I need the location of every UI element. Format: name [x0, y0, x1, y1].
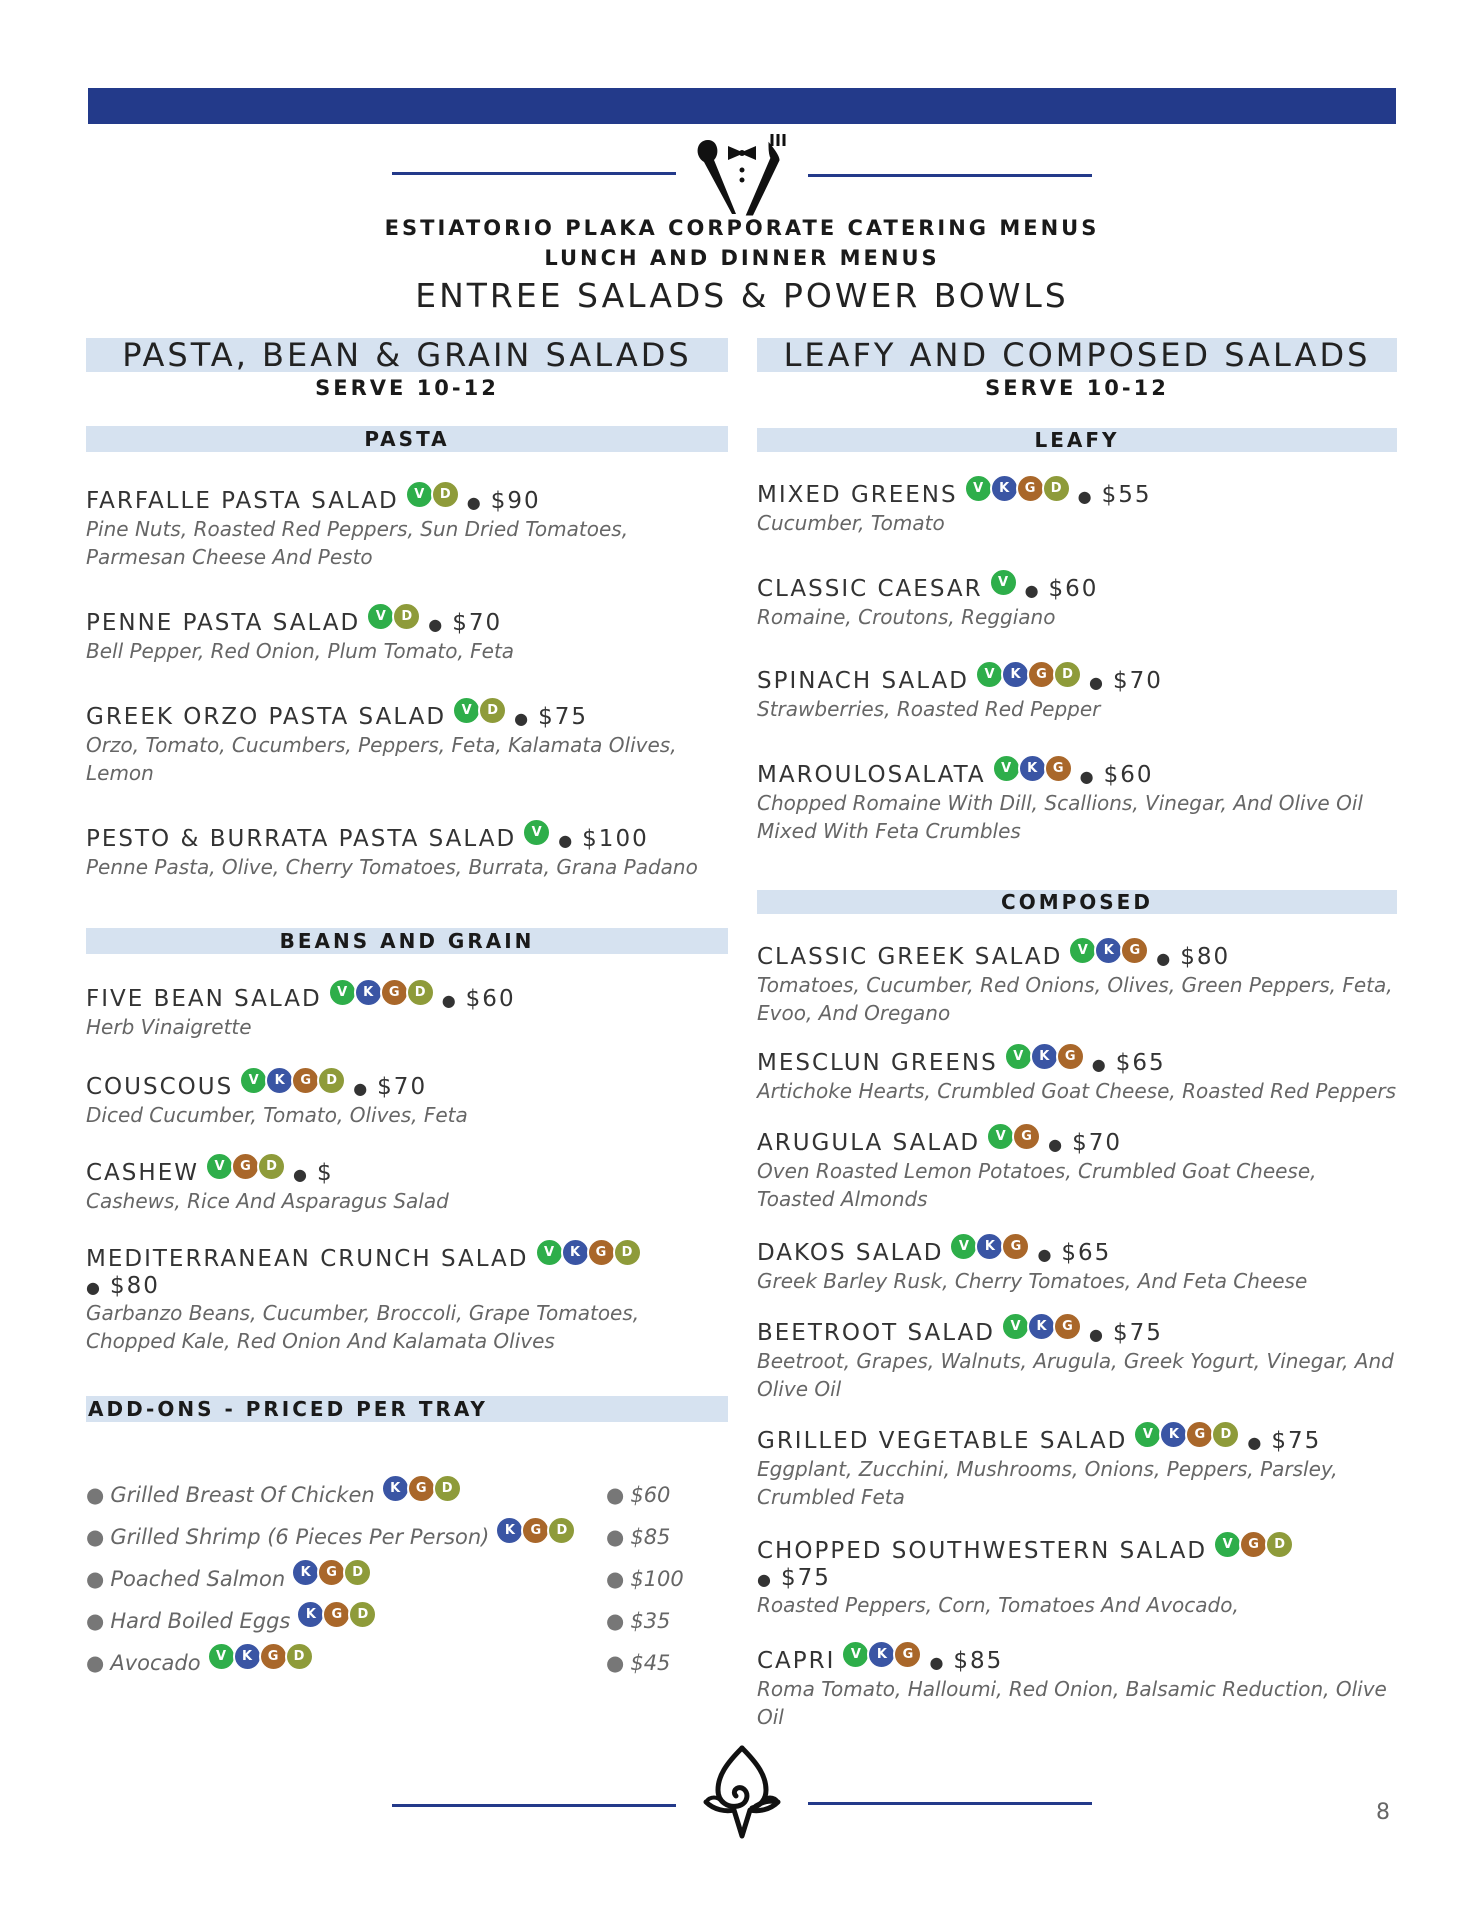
item-description: Penne Pasta, Olive, Cherry Tomatoes, Burrata, Grana Padano	[86, 855, 698, 879]
badge-v-icon: V	[964, 474, 993, 503]
badge-g-icon: G	[322, 1600, 351, 1629]
item-price: $75	[538, 703, 588, 730]
top-banner-bar	[88, 88, 1396, 124]
item-name: CASHEW	[86, 1159, 199, 1186]
bullet-icon: ●	[606, 1650, 625, 1675]
item-name: CAPRI	[757, 1647, 836, 1674]
item-description: Cucumber, Tomato	[757, 511, 945, 535]
badge-v-icon: V	[975, 660, 1004, 689]
badge-v-icon: V	[328, 978, 357, 1007]
item-description: Herb Vinaigrette	[86, 1015, 252, 1039]
badge-g-icon: G	[1001, 1232, 1030, 1261]
badge-d-icon: D	[613, 1238, 642, 1267]
addon-name: Hard Boiled Eggs	[110, 1608, 291, 1633]
bullet-icon: ●	[1156, 948, 1173, 968]
addon-item	[86, 1522, 728, 1551]
header-rule-left	[392, 172, 676, 175]
badge-g-icon: G	[259, 1642, 288, 1671]
composed-section	[757, 890, 1397, 1740]
item-price: $60	[465, 985, 516, 1012]
addon-price: $35	[630, 1608, 671, 1633]
item-description: Cashews, Rice And Asparagus Salad	[86, 1189, 449, 1213]
menu-item-price-line	[757, 1565, 1397, 1591]
menu-item-title	[86, 1072, 728, 1101]
badge-k-icon: K	[1030, 1042, 1059, 1071]
menu-item-title	[757, 574, 1397, 603]
bullet-icon: ●	[86, 1650, 105, 1675]
badge-g-icon: G	[1016, 474, 1045, 503]
item-price: $65	[1061, 1239, 1112, 1266]
ornament-flourish-icon	[698, 1744, 786, 1840]
pasta-heading: PASTA	[86, 426, 728, 452]
menu-item-title	[86, 1244, 728, 1273]
badge-v-icon: V	[992, 754, 1021, 783]
badge-v-icon: V	[207, 1642, 236, 1671]
leafy-section	[757, 428, 1397, 868]
item-price: $65	[1115, 1049, 1166, 1076]
menu-item-title	[86, 608, 728, 637]
menu-item-title	[757, 1646, 1397, 1675]
bullet-icon: ●	[514, 708, 531, 728]
menu-item	[86, 1244, 728, 1355]
badge-v-icon: V	[535, 1238, 564, 1267]
dietary-badges	[1213, 1530, 1291, 1559]
addon-item	[86, 1564, 728, 1593]
item-name: MESCLUN GREENS	[757, 1049, 998, 1076]
item-price: $75	[780, 1565, 831, 1591]
waiter-bowtie-fork-spoon-icon	[692, 130, 792, 218]
addon-price-wrap	[606, 1525, 670, 1549]
badge-k-icon: K	[990, 474, 1019, 503]
badge-g-icon: G	[587, 1238, 616, 1267]
bullet-icon: ●	[292, 1164, 309, 1184]
addon-price-wrap	[606, 1483, 670, 1507]
item-price-wrap	[287, 1160, 334, 1186]
bullet-icon: ●	[606, 1524, 625, 1549]
badge-v-icon: V	[1133, 1420, 1162, 1449]
item-price: $80	[109, 1273, 160, 1299]
item-price-wrap	[1241, 1428, 1321, 1454]
left-column	[86, 338, 728, 400]
bullet-icon: ●	[606, 1482, 625, 1507]
badge-v-icon: V	[239, 1066, 268, 1095]
dietary-badges	[296, 1600, 374, 1629]
bullet-icon: ●	[1024, 580, 1041, 600]
item-price-wrap	[436, 986, 516, 1012]
bullet-icon: ●	[428, 614, 445, 634]
bullet-icon: ●	[353, 1078, 370, 1098]
right-serve: SERVE 10-12	[985, 376, 1169, 400]
item-price: $85	[953, 1647, 1004, 1674]
item-price: $75	[1112, 1319, 1163, 1346]
menu-item	[757, 1646, 1397, 1731]
item-price-wrap	[1150, 944, 1230, 970]
addon-name: Grilled Breast Of Chicken	[110, 1482, 375, 1507]
menu-item	[86, 702, 728, 787]
badge-g-icon: G	[407, 1474, 436, 1503]
menu-item	[757, 942, 1397, 1027]
item-name: FARFALLE PASTA SALAD	[86, 487, 399, 514]
badge-g-icon: G	[1056, 1042, 1085, 1071]
addon-price: $60	[630, 1482, 671, 1507]
badge-g-icon: G	[893, 1640, 922, 1669]
bullet-icon: ●	[1048, 1134, 1065, 1154]
item-price-wrap	[757, 1565, 831, 1591]
bullet-icon: ●	[606, 1608, 625, 1633]
addon-item	[86, 1648, 728, 1677]
badge-d-icon: D	[343, 1558, 372, 1587]
badge-g-icon: G	[1012, 1122, 1041, 1151]
badge-v-icon: V	[1004, 1042, 1033, 1071]
menu-item-title	[757, 1536, 1397, 1565]
badge-g-icon: G	[380, 978, 409, 1007]
item-price-wrap	[1072, 482, 1152, 508]
badge-v-icon: V	[405, 480, 434, 509]
dietary-badges	[986, 1122, 1038, 1151]
addon-price-wrap	[606, 1609, 670, 1633]
item-name: GREEK ORZO PASTA SALAD	[86, 703, 447, 730]
item-price-wrap	[552, 826, 649, 852]
badge-d-icon: D	[406, 978, 435, 1007]
item-price: $100	[582, 825, 649, 852]
dietary-badges	[452, 696, 504, 725]
badge-v-icon: V	[522, 818, 551, 847]
menu-item	[757, 1048, 1397, 1105]
beans-heading: BEANS AND GRAIN	[86, 928, 728, 954]
item-price-wrap	[422, 610, 502, 636]
badge-k-icon: K	[291, 1558, 320, 1587]
addon-name: Poached Salmon	[110, 1566, 286, 1591]
item-price-wrap	[923, 1648, 1003, 1674]
bullet-icon: ●	[558, 830, 575, 850]
menu-item	[86, 824, 728, 881]
badge-v-icon: V	[986, 1122, 1015, 1151]
item-description: Eggplant, Zucchini, Mushrooms, Onions, Peppers, Parsley, Crumbled Feta	[757, 1457, 1338, 1509]
menu-item-title	[757, 1238, 1397, 1267]
menu-item-title	[86, 486, 728, 515]
beans-section	[86, 928, 728, 1368]
bullet-icon: ●	[757, 1570, 773, 1589]
footer-rule-left	[392, 1804, 676, 1807]
bullet-icon: ●	[86, 1524, 105, 1549]
badge-k-icon: K	[1018, 754, 1047, 783]
item-price: $60	[1048, 575, 1099, 602]
addon-price: $85	[630, 1524, 671, 1549]
item-name: SPINACH SALAD	[757, 667, 969, 694]
item-description: Greek Barley Rusk, Cherry Tomatoes, And Feta Cheese	[757, 1269, 1308, 1293]
item-price: $	[316, 1159, 334, 1186]
item-description: Beetroot, Grapes, Walnuts, Arugula, Greek Yogurt, Vinegar, And Olive Oil	[757, 1349, 1394, 1401]
item-name: CHOPPED SOUTHWESTERN SALAD	[757, 1537, 1208, 1564]
badge-v-icon: V	[366, 602, 395, 631]
pasta-section	[86, 426, 728, 896]
menu-item	[86, 984, 728, 1041]
item-price: $70	[452, 609, 503, 636]
badge-k-icon: K	[296, 1600, 325, 1629]
dietary-badges	[1133, 1420, 1237, 1449]
item-name: FIVE BEAN SALAD	[86, 985, 322, 1012]
addon-price: $45	[630, 1650, 671, 1675]
menu-item	[757, 1238, 1397, 1295]
header-rule-right	[808, 174, 1092, 177]
item-name: ARUGULA SALAD	[757, 1129, 981, 1156]
dietary-badges	[992, 754, 1070, 783]
badge-k-icon: K	[561, 1238, 590, 1267]
badge-k-icon: K	[1027, 1312, 1056, 1341]
menu-item	[757, 1128, 1397, 1213]
badge-v-icon: V	[452, 696, 481, 725]
menu-item	[757, 480, 1397, 537]
item-description: Pine Nuts, Roasted Red Peppers, Sun Dried Tomatoes, Parmesan Cheese And Pesto	[86, 517, 629, 569]
item-name: CLASSIC CAESAR	[757, 575, 983, 602]
menu-item	[86, 486, 728, 571]
badge-g-icon: G	[1027, 660, 1056, 689]
menu-item-title	[86, 1158, 728, 1187]
item-price-wrap	[1074, 762, 1154, 788]
menu-item-title	[757, 1426, 1397, 1455]
addon-price-wrap	[606, 1567, 684, 1591]
badge-v-icon: V	[949, 1232, 978, 1261]
menu-item	[757, 666, 1397, 723]
badge-d-icon: D	[1211, 1420, 1240, 1449]
menu-item-title	[757, 942, 1397, 971]
badge-d-icon: D	[285, 1642, 314, 1671]
badge-k-icon: K	[975, 1232, 1004, 1261]
item-name: DAKOS SALAD	[757, 1239, 944, 1266]
menu-item	[757, 760, 1397, 845]
item-description: Strawberries, Roasted Red Pepper	[757, 697, 1101, 721]
dietary-badges	[291, 1558, 369, 1587]
item-name: PENNE PASTA SALAD	[86, 609, 361, 636]
bullet-icon: ●	[1077, 486, 1094, 506]
menu-item-title	[757, 1128, 1397, 1157]
menu-item	[757, 1426, 1397, 1511]
bullet-icon: ●	[1089, 672, 1105, 692]
addon-item	[86, 1480, 728, 1509]
addons-section	[86, 1396, 728, 1696]
dietary-badges	[949, 1232, 1027, 1261]
badge-g-icon: G	[1053, 1312, 1082, 1341]
item-price: $55	[1101, 481, 1152, 508]
left-serve: SERVE 10-12	[315, 376, 499, 400]
badge-k-icon: K	[354, 978, 383, 1007]
dietary-badges	[207, 1642, 311, 1671]
dietary-badges	[205, 1152, 283, 1181]
bullet-icon: ●	[606, 1566, 625, 1591]
item-price: $70	[377, 1073, 428, 1100]
menu-item	[757, 574, 1397, 631]
badge-k-icon: K	[233, 1642, 262, 1671]
badge-d-icon: D	[317, 1066, 346, 1095]
composed-heading: COMPOSED	[757, 890, 1397, 914]
dietary-badges	[495, 1516, 573, 1545]
item-price: $90	[490, 487, 541, 514]
menu-item	[757, 1536, 1397, 1619]
item-description: Diced Cucumber, Tomato, Olives, Feta	[86, 1103, 468, 1127]
page-number: 8	[1376, 1800, 1390, 1825]
badge-d-icon: D	[348, 1600, 377, 1629]
header-line1: ESTIATORIO PLAKA CORPORATE CATERING MENUS	[384, 216, 1100, 240]
badge-k-icon: K	[1159, 1420, 1188, 1449]
menu-item-title	[757, 666, 1397, 695]
menu-item-price-line	[86, 1273, 728, 1299]
item-description: Chopped Romaine With Dill, Scallions, Vinegar, And Olive Oil Mixed With Feta Crumbles	[757, 791, 1363, 843]
item-description: Tomatoes, Cucumber, Red Onions, Olives, Green Peppers, Feta, Evoo, And Oregano	[757, 973, 1393, 1025]
item-price-wrap	[508, 704, 588, 730]
badge-d-icon: D	[1053, 660, 1082, 689]
item-price: $75	[1271, 1427, 1322, 1454]
badge-g-icon: G	[231, 1152, 260, 1181]
bullet-icon: ●	[466, 492, 483, 512]
badge-v-icon: V	[989, 568, 1018, 597]
badge-d-icon: D	[1265, 1530, 1294, 1559]
badge-d-icon: D	[392, 602, 421, 631]
item-price-wrap	[461, 488, 541, 514]
badge-g-icon: G	[1044, 754, 1073, 783]
dietary-badges	[328, 978, 432, 1007]
header-line3: ENTREE SALADS & POWER BOWLS	[415, 276, 1069, 315]
right-title: LEAFY AND COMPOSED SALADS	[757, 338, 1397, 372]
dietary-badges	[1001, 1312, 1079, 1341]
badge-v-icon: V	[1001, 1312, 1030, 1341]
badge-g-icon: G	[317, 1558, 346, 1587]
right-column	[757, 338, 1397, 400]
addon-name: Avocado	[110, 1650, 201, 1675]
menu-item	[86, 1072, 728, 1129]
menu-item	[86, 1158, 728, 1215]
item-name: CLASSIC GREEK SALAD	[757, 943, 1063, 970]
addon-price: $100	[630, 1566, 684, 1591]
item-name: MAROULOSALATA	[757, 761, 986, 788]
badge-k-icon: K	[265, 1066, 294, 1095]
item-name: MIXED GREENS	[757, 481, 958, 508]
bullet-icon: ●	[929, 1652, 946, 1672]
left-title: PASTA, BEAN & GRAIN SALADS	[86, 338, 728, 372]
menu-item-title	[86, 702, 728, 731]
item-price-wrap	[86, 1273, 160, 1299]
item-price-wrap	[1019, 576, 1099, 602]
badge-d-icon: D	[478, 696, 507, 725]
dietary-badges	[1004, 1042, 1082, 1071]
item-name: PESTO & BURRATA PASTA SALAD	[86, 825, 517, 852]
badge-d-icon: D	[257, 1152, 286, 1181]
badge-v-icon: V	[1213, 1530, 1242, 1559]
bullet-icon: ●	[86, 1566, 105, 1591]
badge-g-icon: G	[1239, 1530, 1268, 1559]
item-description: Roasted Peppers, Corn, Tomatoes And Avocado,	[757, 1593, 1239, 1617]
item-description: Orzo, Tomato, Cucumbers, Peppers, Feta, Kalamata Olives, Lemon	[86, 733, 677, 785]
item-price-wrap	[1031, 1240, 1111, 1266]
dietary-badges	[975, 660, 1079, 689]
addon-price-wrap	[606, 1651, 670, 1675]
badge-v-icon: V	[1068, 936, 1097, 965]
dietary-badges	[366, 602, 418, 631]
bullet-icon: ●	[1079, 766, 1096, 786]
dietary-badges	[405, 480, 457, 509]
badge-d-icon: D	[1042, 474, 1071, 503]
badge-g-icon: G	[1120, 936, 1149, 965]
bullet-icon: ●	[1091, 1054, 1108, 1074]
item-price-wrap	[1086, 1050, 1166, 1076]
menu-item-title	[757, 480, 1397, 509]
badge-d-icon: D	[431, 480, 460, 509]
leafy-heading: LEAFY	[757, 428, 1397, 452]
badge-k-icon: K	[495, 1516, 524, 1545]
badge-k-icon: K	[381, 1474, 410, 1503]
item-price: $70	[1112, 667, 1163, 694]
addons-heading: ADD-ONS - PRICED PER TRAY	[86, 1396, 728, 1422]
badge-k-icon: K	[1001, 660, 1030, 689]
item-name: GRILLED VEGETABLE SALAD	[757, 1427, 1128, 1454]
bullet-icon: ●	[86, 1482, 105, 1507]
badge-k-icon: K	[867, 1640, 896, 1669]
badge-k-icon: K	[1094, 936, 1123, 965]
badge-g-icon: G	[1185, 1420, 1214, 1449]
bullet-icon: ●	[86, 1278, 102, 1297]
dietary-badges	[522, 818, 548, 847]
item-description: Artichoke Hearts, Crumbled Goat Cheese, Roasted Red Peppers	[757, 1079, 1397, 1103]
item-price-wrap	[1083, 1320, 1163, 1346]
item-name: BEETROOT SALAD	[757, 1319, 995, 1346]
item-description: Garbanzo Beans, Cucumber, Broccoli, Grape Tomatoes, Chopped Kale, Red Onion And Kalamata Olives	[86, 1301, 640, 1353]
bullet-icon: ●	[86, 1608, 105, 1633]
item-name: COUSCOUS	[86, 1073, 234, 1100]
item-description: Roma Tomato, Halloumi, Red Onion, Balsamic Reduction, Olive Oil	[757, 1677, 1387, 1729]
dietary-badges	[841, 1640, 919, 1669]
badge-d-icon: D	[433, 1474, 462, 1503]
menu-item	[86, 608, 728, 665]
badge-v-icon: V	[205, 1152, 234, 1181]
badge-d-icon: D	[547, 1516, 576, 1545]
bullet-icon: ●	[1037, 1244, 1054, 1264]
badge-g-icon: G	[291, 1066, 320, 1095]
menu-item-title	[757, 760, 1397, 789]
dietary-badges	[1068, 936, 1146, 965]
badge-g-icon: G	[521, 1516, 550, 1545]
item-price: $70	[1072, 1129, 1123, 1156]
menu-item	[757, 1318, 1397, 1403]
item-price: $60	[1103, 761, 1154, 788]
menu-item-title	[757, 1048, 1397, 1077]
addon-name: Grilled Shrimp (6 Pieces Per Person)	[110, 1524, 490, 1549]
menu-item-title	[757, 1318, 1397, 1347]
menu-item-title	[86, 824, 728, 853]
item-description: Romaine, Croutons, Reggiano	[757, 605, 1056, 629]
item-price: $80	[1180, 943, 1231, 970]
item-price-wrap	[1042, 1130, 1122, 1156]
bullet-icon: ●	[1247, 1432, 1264, 1452]
item-description: Oven Roasted Lemon Potatoes, Crumbled Goat Cheese, Toasted Almonds	[757, 1159, 1317, 1211]
bullet-icon: ●	[1089, 1324, 1105, 1344]
menu-item-title	[86, 984, 728, 1013]
item-price-wrap	[347, 1074, 427, 1100]
dietary-badges	[535, 1238, 639, 1267]
header-line2: LUNCH AND DINNER MENUS	[544, 246, 940, 270]
bullet-icon: ●	[441, 990, 458, 1010]
addon-item	[86, 1606, 728, 1635]
badge-v-icon: V	[841, 1640, 870, 1669]
dietary-badges	[239, 1066, 343, 1095]
footer-rule-right	[808, 1802, 1092, 1805]
dietary-badges	[964, 474, 1068, 503]
item-description: Bell Pepper, Red Onion, Plum Tomato, Feta	[86, 639, 515, 663]
dietary-badges	[381, 1474, 459, 1503]
dietary-badges	[989, 568, 1015, 597]
item-name: MEDITERRANEAN CRUNCH SALAD	[86, 1245, 529, 1272]
item-price-wrap	[1083, 668, 1163, 694]
